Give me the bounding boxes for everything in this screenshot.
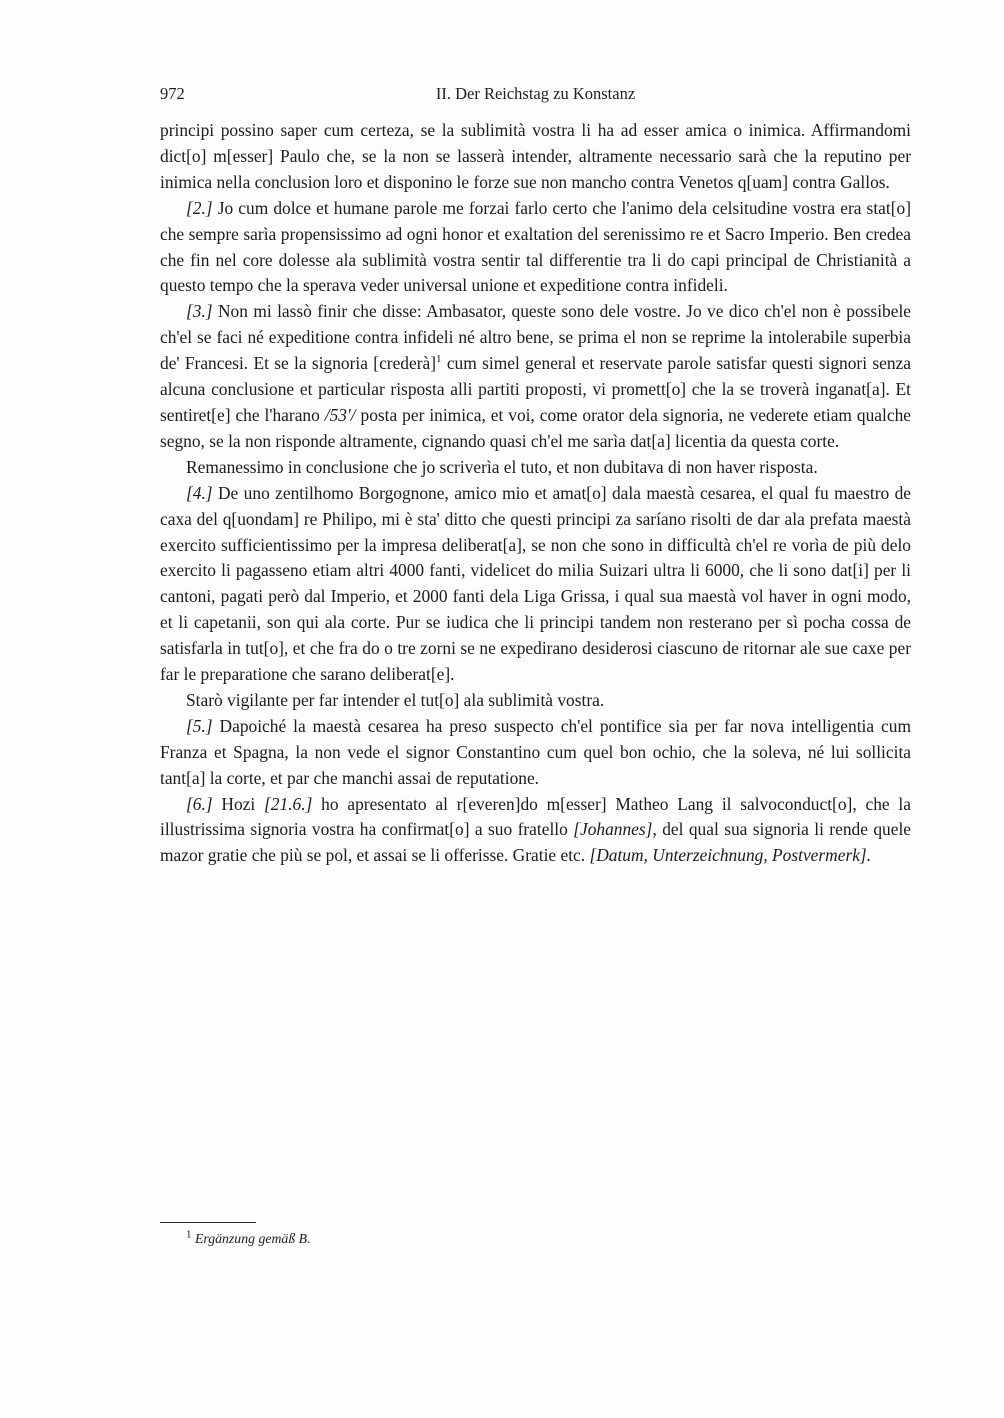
italic-text: [5.] [186, 715, 213, 736]
text: principi possino saper cum certeza, se la sublimità vostra li ha ad esser amica o inimica. Affirmandomi dict[o] m[esser] Paulo che, se la non se lasserà intender, altramente necessario sarà che la reputino per inimica nella conclusion loro et disponino le forze sue non mancho contra Venetos q[uam] contra Gallos. [160, 120, 911, 192]
footnote-reference: 1 [436, 353, 442, 366]
paragraph [160, 299, 911, 454]
body-text [160, 118, 911, 869]
text: Starò vigilante per far intender el tut[o] ala sublimità vostra. [186, 689, 605, 710]
paragraph [160, 688, 911, 714]
footnote [160, 1230, 911, 1248]
paragraph [160, 196, 911, 300]
italic-text: [3.] [186, 301, 213, 322]
text: Remanessimo in conclusione che jo scriverìa el tuto, et non dubitava di non haver risposta. [186, 456, 818, 477]
text: De uno zentilhomo Borgognone, amico mio et amat[o] dala maestà cesarea, el qual fu maestro de caxa del q[uondam] re Philipo, mi è sta' ditto che questi principi za saríano risolti de dar ala prefata maestà exercito sufficientissimo per la impresa deliberat[a], se non che sono in difficultà ch'el re vorìa de più delo exercito li pagasseno etiam altri 4000 fanti, videlicet do milia Suizari ultra li 6000, che li sono dat[i] per li cantoni, pagati però dal Imperio, et 2000 fanti dela Liga Grissa, i qual sua maestà vol haver in ogni modo, et li capetanii, son qui ala corte. Pur se iudica che li principi tandem non resterano per sì pocha cossa de satisfarla in tut[o], et che fra do o tre zorni se ne expedirano desiderosi ciascuno de ritornar ale sue caxe per far le preparatione che sarano deliberat[e]. [160, 482, 911, 685]
text: Hozi [212, 793, 265, 814]
text: ho apresentato al r[everen]do m[esser] Matheo Lang il salvoconduct[o], che la illustrissima signoria vostra ha confirmat[o] a suo fratello [160, 793, 911, 840]
italic-text: /53'/ [324, 404, 356, 425]
text: cum simel general et reservate parole satisfar questi signori senza alcuna conclusione et particular risposta alli partiti proposti, vi promett[o] che la se troverà inganat[a]. Et sentiret[e] che l'harano [160, 353, 911, 425]
paragraph [160, 792, 911, 870]
text: , del qual sua signoria li rende quele mazor gratie che più se pol, et assai se li offerisse. Gratie etc. [160, 819, 911, 866]
footnote-marker: 1 [186, 1228, 192, 1241]
italic-text: [Johannes] [573, 819, 653, 840]
paragraph [160, 481, 911, 688]
paragraph [160, 118, 911, 196]
italic-text: [21.6.] [264, 793, 313, 814]
text: Dapoiché la maestà cesarea ha preso suspecto ch'el pontifice sia per far nova intelligentia cum Franza et Spagna, la non vede el signor Constantino cum quel bon ochio, che la soleva, né lui sollicita tant[a] la corte, et par che manchi assai de reputatione. [160, 715, 911, 788]
paragraph [160, 714, 911, 792]
page-number: 972 [160, 84, 185, 103]
page-header [160, 84, 911, 104]
footnote-text: Ergänzung gemäß B. [194, 1231, 311, 1246]
italic-text: [Datum, Unterzeichnung, Postvermerk]. [589, 845, 872, 866]
footnote-area [160, 1222, 911, 1248]
italic-text: [4.] [186, 482, 213, 503]
text: Jo cum dolce et humane parole me forzai farlo certo che l'animo dela celsitudine vostra era stat[o] che sempre sarìa propensissimo ad ogni honor et exaltation del serenissimo re et Sacro Imperio. Ben credea che fin nel core dolesse ala sublimità vostra sentir tal differentie tra li do capi principal de Christianità a questo tempo che la sperava veder universal unione et expeditione contra infideli. [160, 197, 911, 296]
italic-text: [2.] [186, 197, 213, 218]
italic-text: [6.] [186, 793, 213, 814]
text: posta per inimica, et voi, come orator dela signoria, ne vederete etiam qualche segno, se la non risponde altramente, cignando quasi ch'el me sarìa dat[a] licentia da questa corte. [160, 404, 911, 451]
running-head: II. Der Reichstag zu Konstanz [435, 84, 636, 103]
paragraph [160, 455, 911, 481]
footnote-rule [160, 1222, 256, 1223]
text: Non mi lassò finir che disse: Ambasator, queste sono dele vostre. Jo ve dico ch'el non è possibele ch'el se faci né expeditione contra infideli né altro bene, se prima el non se reprime la intolerabile superbia de' Francesi. Et se la signoria [crederà] [160, 301, 911, 374]
